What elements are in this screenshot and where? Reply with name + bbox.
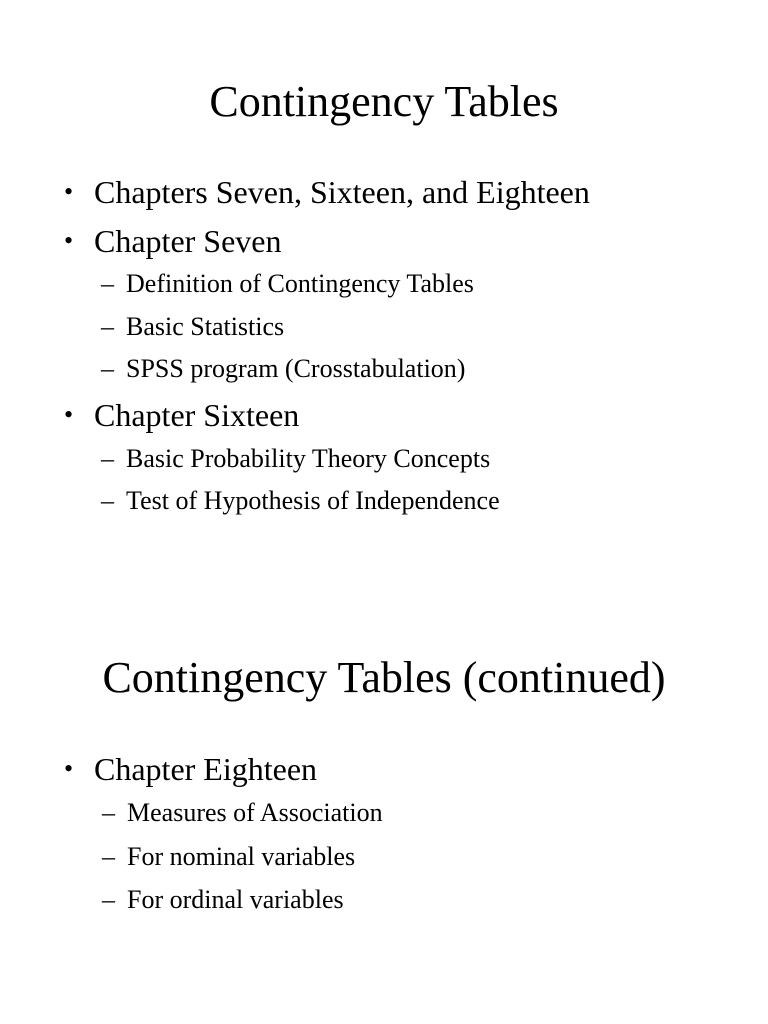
dash-icon: – (101, 269, 114, 298)
sub-bullet-text: Basic Statistics (126, 312, 285, 341)
dash-icon: – (102, 798, 115, 827)
sub-bullet-text: For ordinal variables (127, 885, 344, 914)
dash-icon: – (101, 444, 114, 473)
bullet-text: Chapter Eighteen (94, 751, 318, 787)
sub-bullet-text: Basic Probability Theory Concepts (126, 444, 491, 473)
slide-2-title: Contingency Tables (continued) (102, 653, 666, 702)
dash-icon: – (101, 486, 114, 515)
bullet-text: Chapters Seven, Sixteen, and Eighteen (94, 174, 590, 210)
bullet-dot-icon: • (64, 226, 74, 255)
bullet-dot-icon: • (64, 754, 74, 783)
sub-bullet-text: For nominal variables (127, 842, 356, 871)
sub-bullet-text: SPSS program (Crosstabulation) (126, 354, 466, 383)
dash-icon: – (101, 354, 114, 383)
slide-2 (0, 580, 768, 1024)
sub-bullet-text: Definition of Contingency Tables (126, 269, 474, 298)
dash-icon: – (101, 312, 114, 341)
sub-bullet-text: Measures of Association (127, 798, 383, 827)
bullet-text: Chapter Sixteen (94, 397, 300, 433)
dash-icon: – (102, 885, 115, 914)
bullet-dot-icon: • (64, 177, 74, 206)
sub-bullet-text: Test of Hypothesis of Independence (126, 486, 500, 515)
bullet-text: Chapter Seven (94, 223, 282, 259)
bullet-dot-icon: • (64, 400, 74, 429)
dash-icon: – (102, 842, 115, 871)
slide-1-title: Contingency Tables (209, 77, 559, 126)
